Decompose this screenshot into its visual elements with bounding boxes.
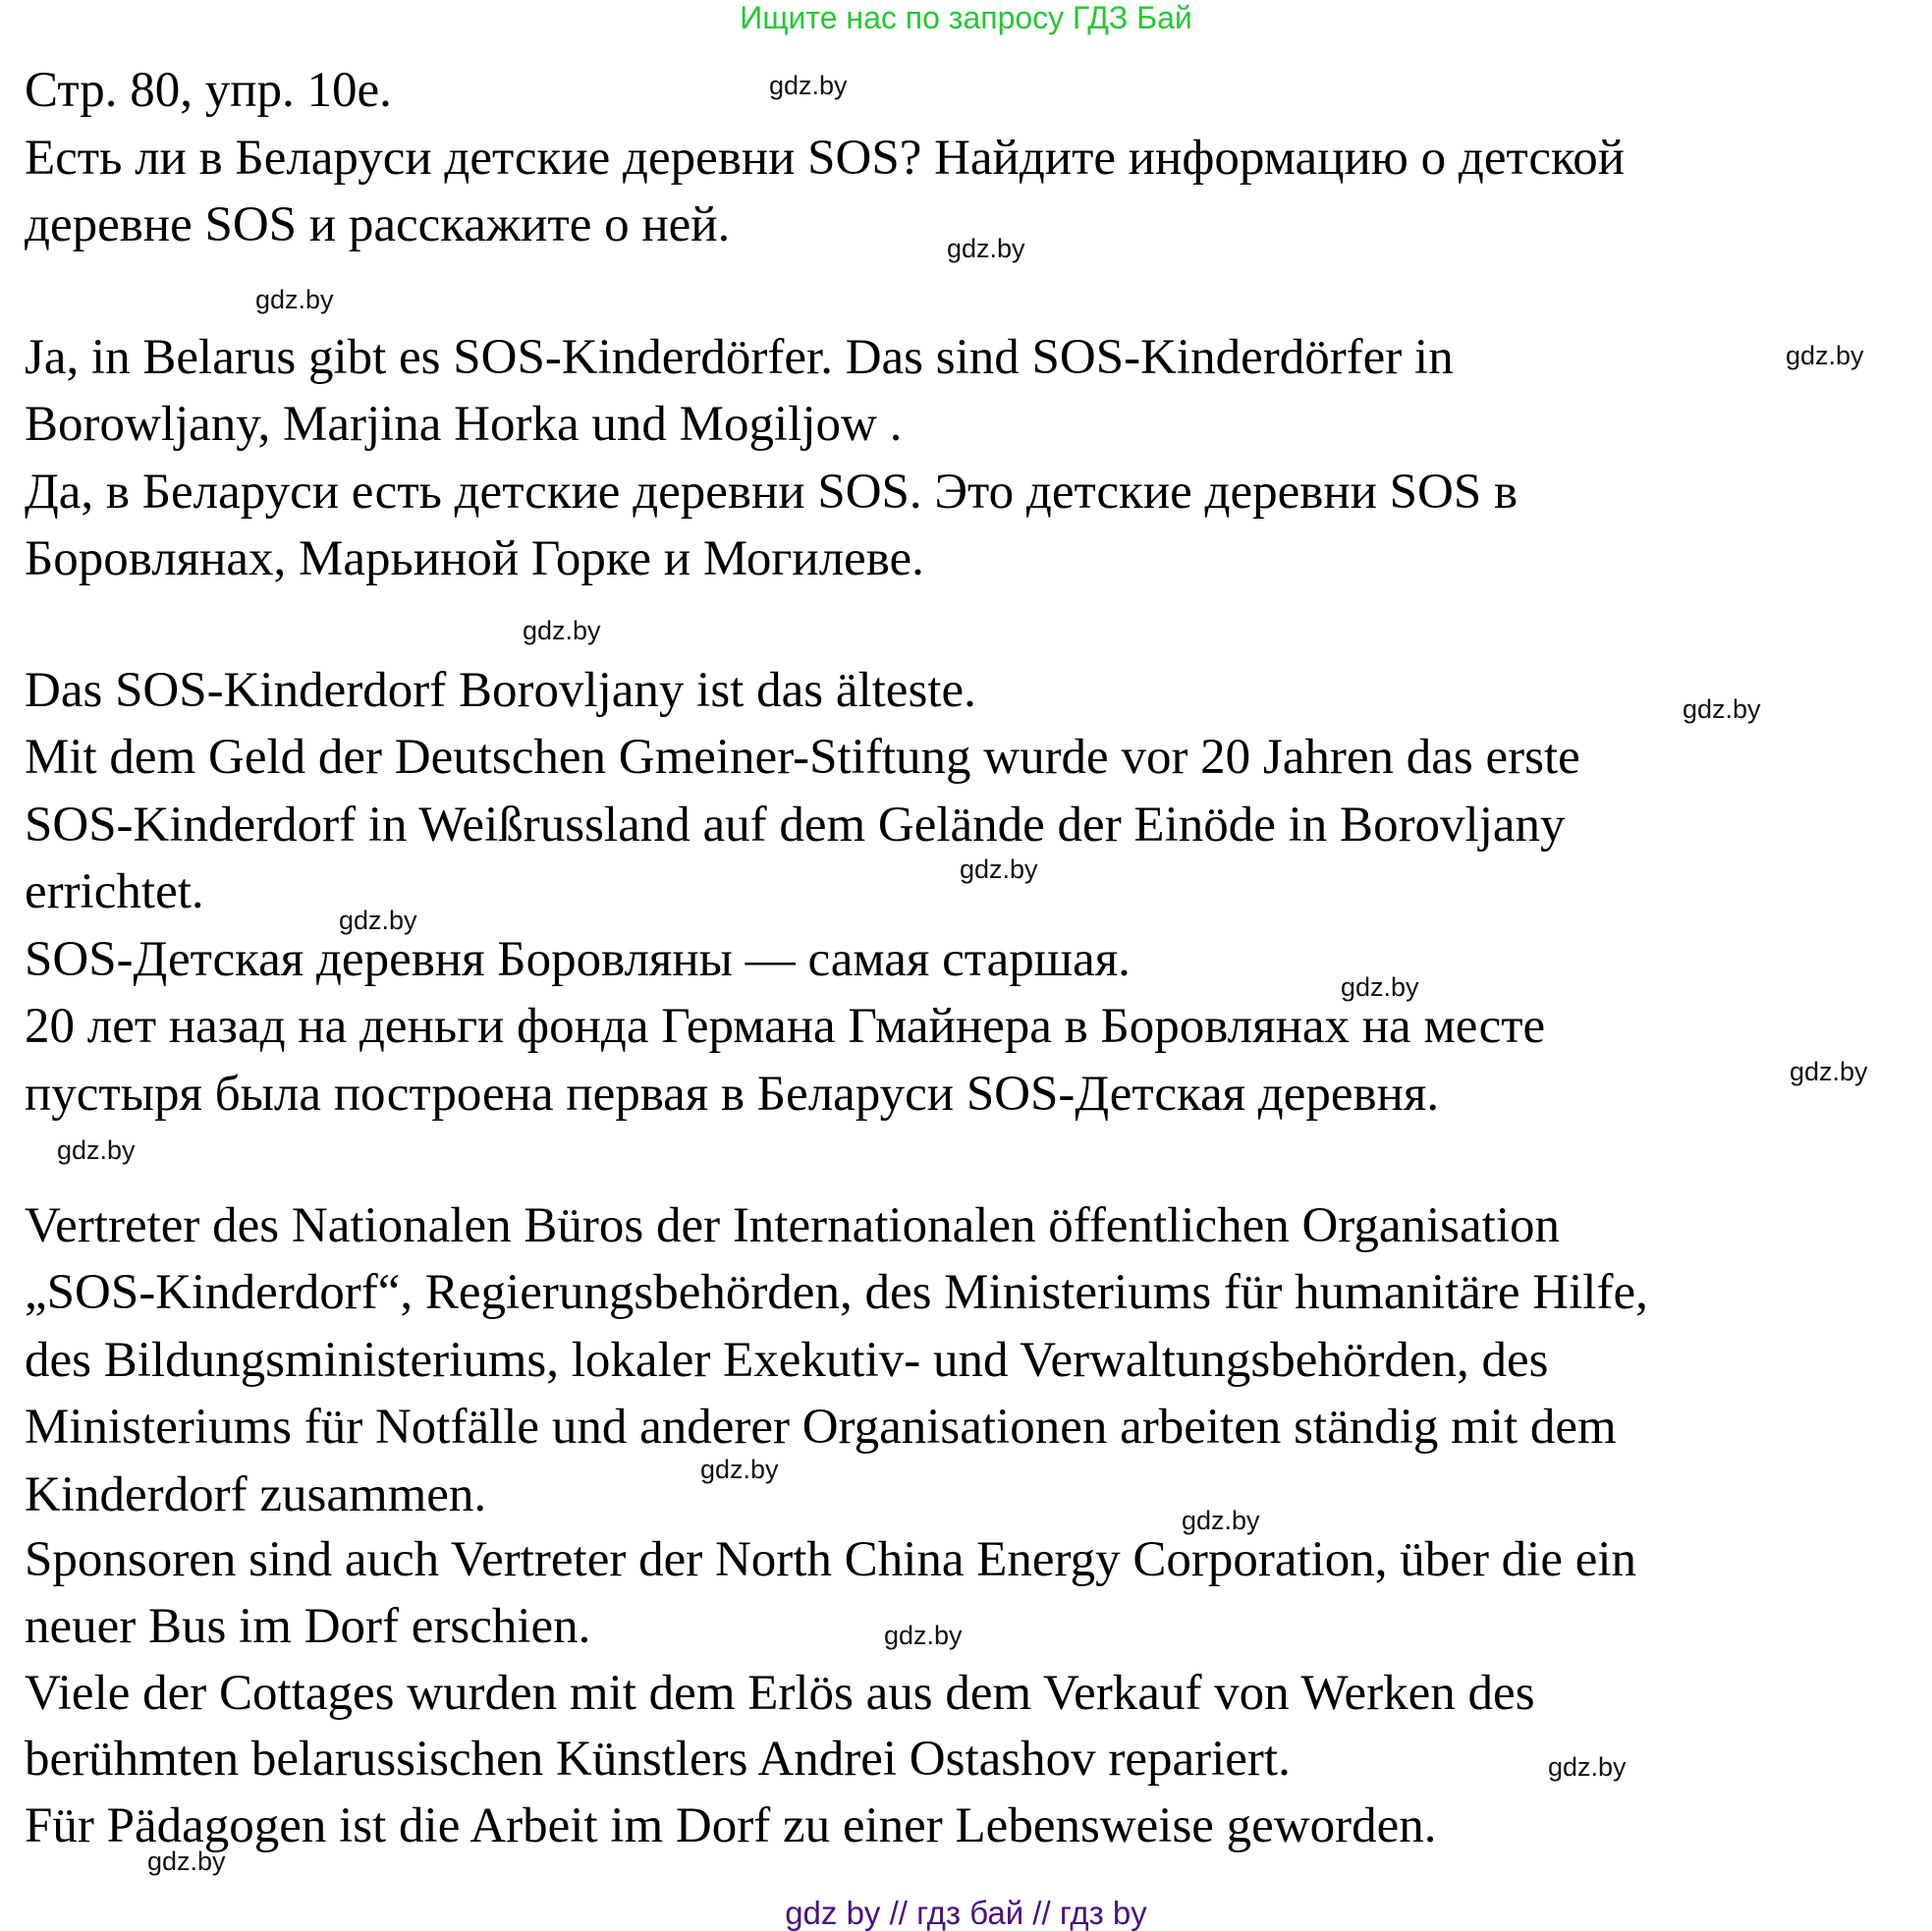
promo-header: Ищите нас по запросу ГДЗ Бай: [740, 0, 1192, 35]
watermark: gdz.by: [1341, 972, 1419, 1002]
text-line: errichtet.: [25, 864, 204, 919]
text-line: деревне SOS и расскажите о ней.: [25, 197, 731, 252]
text-line: пустыря была построена первая в Беларуси SOS-Детская деревня.: [25, 1067, 1440, 1122]
text-line: des Bildungsministeriums, lokaler Exekutiv- und Verwaltungsbehörden, des: [25, 1333, 1549, 1388]
text-line: Да, в Беларуси есть детские деревни SOS. Это детские деревни SOS в: [25, 465, 1518, 520]
text-line: Für Pädagogen ist die Arbeit im Dorf zu einer Lebensweise geworden.: [25, 1798, 1437, 1853]
text-line: Borowljany, Marjina Horka und Mogiljow .: [25, 397, 903, 452]
text-line: Mit dem Geld der Deutschen Gmeiner-Stiftung wurde vor 20 Jahren das erste: [25, 730, 1580, 785]
site-footer: gdz by // гдз бай // гдз by: [785, 1895, 1147, 1931]
text-line: 20 лет назад на деньги фонда Германа Гмайнера в Боровлянах на месте: [25, 999, 1546, 1054]
text-line: „SOS-Kinderdorf“, Regierungsbehörden, des Ministeriums für humanitäre Hilfe,: [25, 1265, 1648, 1320]
text-line: neuer Bus im Dorf erschien.: [25, 1599, 591, 1654]
watermark: gdz.by: [1182, 1506, 1260, 1535]
watermark: gdz.by: [960, 855, 1038, 884]
text-line: SOS-Детская деревня Боровляны — самая старшая.: [25, 932, 1131, 987]
watermark: gdz.by: [769, 71, 848, 100]
text-line: Ja, in Belarus gibt es SOS-Kinderdörfer. Das sind SOS-Kinderdörfer in: [25, 330, 1454, 385]
text-line: berühmten belarussischen Künstlers Andrei Ostashov repariert.: [25, 1732, 1291, 1787]
watermark: gdz.by: [947, 234, 1025, 263]
text-line: Боровлянах, Марьиной Горке и Могилеве.: [25, 531, 924, 586]
watermark: gdz.by: [1548, 1752, 1627, 1782]
watermark: gdz.by: [1683, 694, 1761, 724]
text-line: Sponsoren sind auch Vertreter der North China Energy Corporation, über die ein: [25, 1532, 1637, 1587]
exercise-title: Стр. 80, упр. 10е.: [25, 63, 392, 118]
watermark: gdz.by: [700, 1455, 779, 1484]
watermark: gdz.by: [147, 1847, 226, 1876]
watermark: gdz.by: [1786, 341, 1864, 370]
text-line: Kinderdorf zusammen.: [25, 1467, 487, 1522]
watermark: gdz.by: [339, 906, 417, 935]
text-line: Есть ли в Беларуси детские деревни SOS? Найдите информацию о детской: [25, 131, 1625, 186]
watermark: gdz.by: [884, 1621, 963, 1650]
watermark: gdz.by: [523, 616, 601, 645]
text-line: Viele der Cottages wurden mit dem Erlös aus dem Verkauf von Werken des: [25, 1666, 1535, 1721]
watermark: gdz.by: [255, 285, 334, 314]
text-line: Vertreter des Nationalen Büros der Internationalen öffentlichen Organisation: [25, 1198, 1560, 1253]
text-line: Ministeriums für Notfälle und anderer Organisationen arbeiten ständig mit dem: [25, 1400, 1617, 1455]
text-line: Das SOS-Kinderdorf Borovljany ist das älteste.: [25, 663, 976, 718]
watermark: gdz.by: [57, 1135, 136, 1165]
text-line: SOS-Kinderdorf in Weißrussland auf dem Gelände der Einöde in Borovljany: [25, 798, 1566, 853]
watermark: gdz.by: [1790, 1057, 1868, 1086]
